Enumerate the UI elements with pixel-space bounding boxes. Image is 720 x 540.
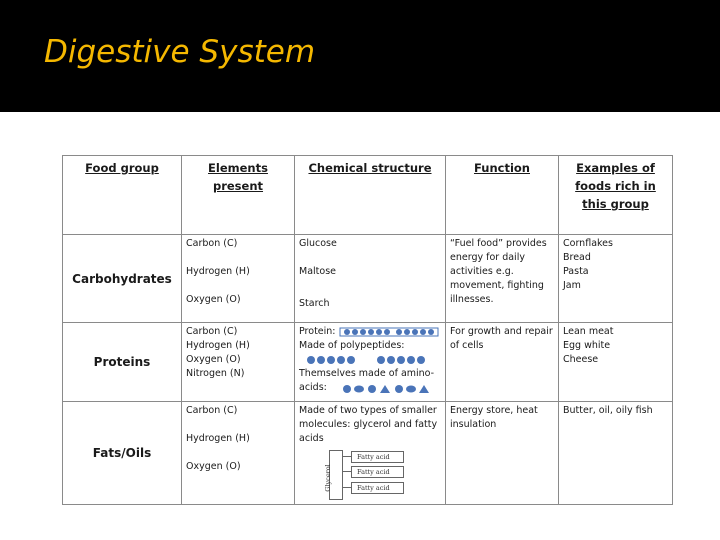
glycerol-fatty-acid-diagram [323, 450, 439, 502]
header-structure: Chemical structure [295, 156, 446, 235]
example-item: Egg white [563, 340, 611, 351]
examples-cell [559, 402, 673, 505]
slide-title: Digestive System [44, 34, 316, 70]
group-proteins: Proteins [63, 323, 182, 402]
polypeptides-icon [303, 354, 443, 366]
structure-item: Made of polypeptides: [299, 340, 405, 351]
examples-cell [559, 235, 673, 323]
food-group-table [62, 155, 673, 505]
fatty-acid-block: Fatty acid [351, 466, 404, 478]
example-item: Jam [563, 280, 581, 291]
element-item: Hydrogen (H) [186, 266, 250, 277]
structure-cell [295, 402, 446, 505]
table-row [63, 323, 673, 402]
example-item: Butter, oil, oily fish [563, 405, 653, 416]
structure-item: Starch [299, 298, 330, 309]
group-fats-oils: Fats/Oils [63, 402, 182, 505]
structure-item: Maltose [299, 266, 336, 277]
title-bar [0, 0, 720, 112]
element-item: Hydrogen (H) [186, 340, 250, 351]
protein-label: Protein: [299, 326, 336, 337]
element-item: Nitrogen (N) [186, 368, 245, 379]
protein-chain-icon [339, 327, 439, 337]
example-item: Pasta [563, 266, 589, 277]
glycerol-block: Glycerol [329, 450, 343, 500]
table-row [63, 402, 673, 505]
structure-cell [295, 235, 446, 323]
element-item: Hydrogen (H) [186, 433, 250, 444]
header-food-group: Food group [63, 156, 182, 235]
function-cell: For growth and repair of cells [446, 323, 559, 402]
function-cell: “Fuel food” provides energy for daily activities e.g. movement, fighting illnesses. [446, 235, 559, 323]
function-cell: Energy store, heat insulation [446, 402, 559, 505]
example-item: Cornflakes [563, 238, 613, 249]
header-elements: Elements present [182, 156, 295, 235]
example-item: Bread [563, 252, 591, 263]
element-item: Carbon (C) [186, 326, 238, 337]
structure-cell [295, 323, 446, 402]
structure-item: Themselves made of amino-acids: [299, 368, 435, 393]
fatty-acid-block: Fatty acid [351, 451, 404, 463]
elements-cell [182, 235, 295, 323]
element-item: Carbon (C) [186, 405, 238, 416]
fatty-acid-block: Fatty acid [351, 482, 404, 494]
table-header-row [63, 156, 673, 235]
amino-acids-icon [341, 384, 441, 394]
header-function: Function [446, 156, 559, 235]
elements-cell [182, 323, 295, 402]
examples-cell [559, 323, 673, 402]
element-item: Oxygen (O) [186, 354, 241, 365]
element-item: Carbon (C) [186, 238, 238, 249]
element-item: Oxygen (O) [186, 294, 241, 305]
structure-item: Glucose [299, 238, 337, 249]
table-row [63, 235, 673, 323]
elements-cell [182, 402, 295, 505]
food-group-table-container [62, 155, 672, 491]
example-item: Cheese [563, 354, 599, 365]
group-carbohydrates: Carbohydrates [63, 235, 182, 323]
header-examples: Examples of foods rich in this group [559, 156, 673, 235]
structure-item [299, 325, 441, 339]
example-item: Lean meat [563, 326, 614, 337]
structure-item: Made of two types of smaller molecules: glycerol and fatty acids [299, 405, 438, 444]
element-item: Oxygen (O) [186, 461, 241, 472]
